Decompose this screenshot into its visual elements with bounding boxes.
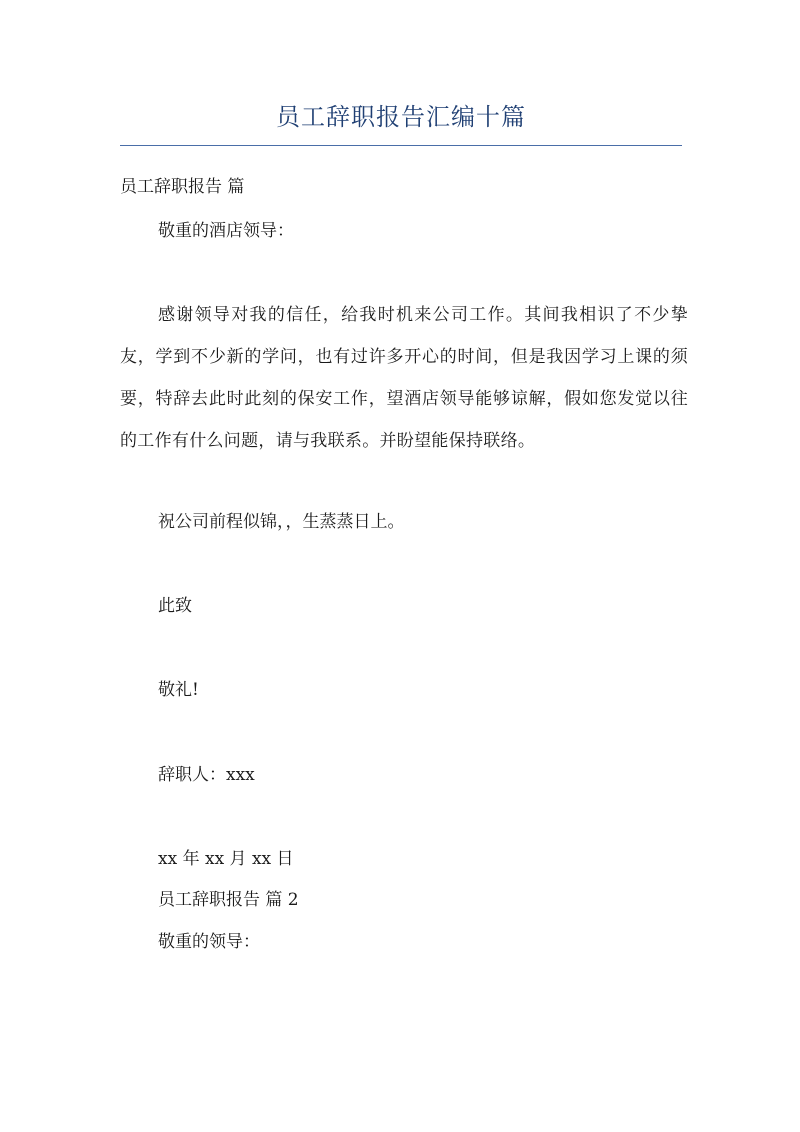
section1-closing-line1: 此致 (158, 596, 192, 616)
section1-salutation: 敬重的酒店领导： (158, 221, 294, 241)
section2-salutation: 敬重的领导： (158, 932, 260, 952)
section2-heading: 员工辞职报告 篇 2 (158, 890, 299, 910)
title-divider (120, 145, 682, 146)
section1-wish: 祝公司前程似锦，，生蒸蒸日上。 (158, 512, 405, 532)
section1-body-paragraph: 感谢领导对我的信任，给我时机来公司工作。其间我相识了不少挚友，学到不少新的学问，也有过许多开心的时间，但是我因学习上课的须要，特辞去此时此刻的保安工作，望酒店领导能够谅解，假如您发觉以往的工作有什么问题，请与我联系。并盼望能保持联络。 (120, 305, 688, 451)
section1-heading: 员工辞职报告 篇 (120, 177, 245, 197)
section1-closing-line2: 敬礼! (158, 680, 199, 700)
section1-signer: 辞职人：xxx (158, 765, 255, 785)
document-title: 员工辞职报告汇编十篇 (276, 103, 526, 131)
section1-date: xx 年 xx 月 xx 日 (158, 849, 294, 869)
